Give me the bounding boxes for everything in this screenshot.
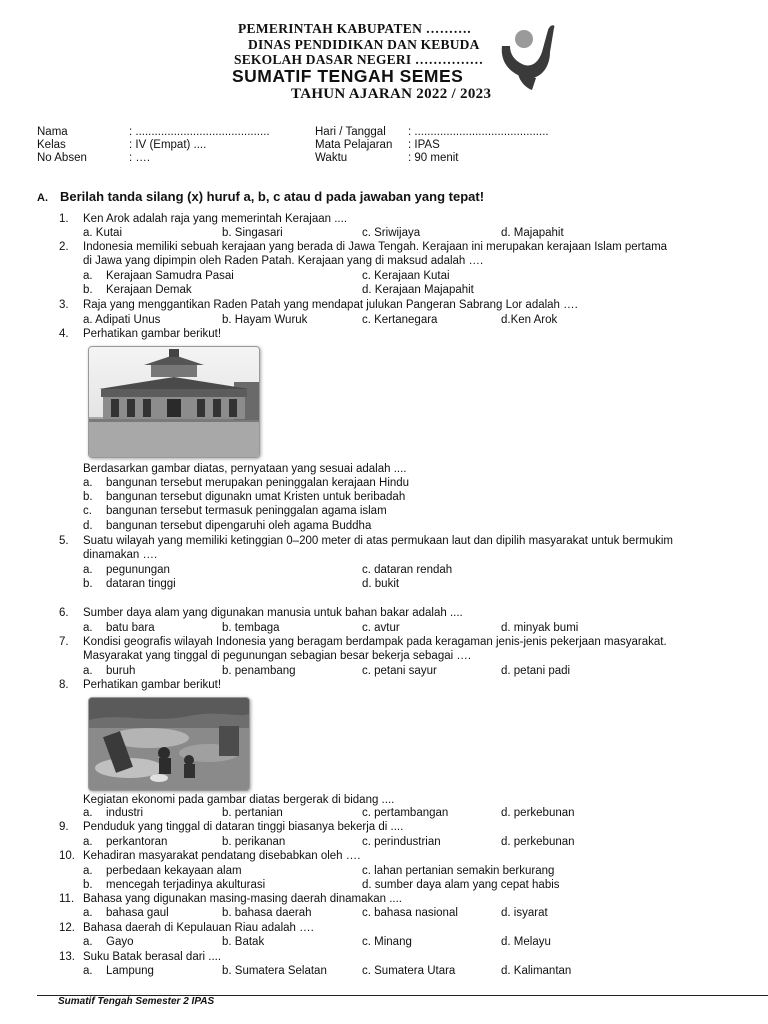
option-b[interactable]: b. Sumatera Selatan	[222, 965, 327, 977]
section-instruction: Berilah tanda silang (x) huruf a, b, c atau d pada jawaban yang tepat!	[60, 189, 485, 204]
question-text: Bahasa daerah di Kepulauan Riau adalah ….	[83, 922, 314, 934]
option-d[interactable]: d. bukit	[362, 578, 400, 590]
option-letter: b.	[83, 284, 93, 296]
section-letter: A.	[37, 192, 48, 204]
question-text: Berdasarkan gambar diatas, pernyataan yang sesuai adalah ....	[83, 463, 407, 475]
option-c[interactable]: bangunan tersebut termasuk peninggalan agama islam	[106, 505, 387, 517]
question-text: dinamakan ….	[83, 549, 158, 561]
hari-label: Hari / Tanggal	[315, 126, 386, 138]
option-b[interactable]: b. bahasa daerah	[222, 907, 312, 919]
option-a[interactable]: buruh	[106, 665, 136, 677]
option-d[interactable]: d. Kalimantan	[501, 965, 572, 977]
kelas-label: Kelas	[37, 139, 66, 151]
option-c[interactable]: c. Kerajaan Kutai	[362, 270, 450, 282]
option-a[interactable]: perbedaan kekayaan alam	[106, 865, 242, 877]
question-text: Bahasa yang digunakan masing-masing daerah dinamakan ....	[83, 893, 403, 905]
option-letter: a.	[83, 622, 93, 634]
option-a[interactable]: industri	[106, 807, 144, 819]
option-a[interactable]: Gayo	[106, 936, 134, 948]
question-text: di Jawa yang dipimpin oleh Raden Patah. Kerajaan yang di maksud adalah ….	[83, 255, 484, 267]
option-letter: d.	[83, 520, 93, 532]
option-c[interactable]: c. dataran rendah	[362, 564, 453, 576]
header-year: TAHUN AJARAN 2022 / 2023	[291, 86, 492, 102]
question-text: Kondisi geografis wilayah Indonesia yang beragam berdampak pada keragaman jenis-jenis pekerjaan masyarakat.	[83, 636, 667, 648]
option-d[interactable]: d. perkebunan	[501, 836, 575, 848]
option-letter: b.	[83, 578, 93, 590]
option-b[interactable]: mencegah terjadinya akulturasi	[106, 879, 266, 891]
absen-field[interactable]: : ….	[129, 152, 151, 164]
question-text: Perhatikan gambar berikut!	[83, 328, 222, 340]
nama-label: Nama	[37, 126, 68, 138]
option-d[interactable]: bangunan tersebut dipengaruhi oleh agama Buddha	[106, 520, 372, 532]
question-number: 9.	[59, 821, 69, 833]
question-text: Raja yang menggantikan Raden Patah yang mendapat julukan Pangeran Sabrang Lor adalah ….	[83, 299, 578, 311]
question-number: 1.	[59, 213, 69, 225]
option-c[interactable]: c. Kertanegara	[362, 314, 438, 326]
option-b[interactable]: b. perikanan	[222, 836, 286, 848]
section-header	[37, 189, 484, 204]
question-number: 3.	[59, 299, 69, 311]
question-text: Ken Arok adalah raja yang memerintah Kerajaan ....	[83, 213, 348, 225]
option-d[interactable]: d. sumber daya alam yang cepat habis	[362, 879, 560, 891]
option-d[interactable]: d.Ken Arok	[501, 314, 558, 326]
option-letter: a.	[83, 936, 93, 948]
option-letter: a.	[83, 965, 93, 977]
question-text: Perhatikan gambar berikut!	[83, 679, 222, 691]
mapel-value: : IPAS	[408, 139, 440, 151]
option-letter: a.	[83, 665, 93, 677]
header-school: SEKOLAH DASAR NEGERI ……………	[234, 52, 484, 67]
option-b[interactable]: b. penambang	[222, 665, 296, 677]
mosque-photo	[88, 346, 260, 458]
option-letter: a.	[83, 564, 93, 576]
option-a[interactable]: Lampung	[106, 965, 154, 977]
school-logo-icon	[496, 22, 558, 92]
option-c[interactable]: c. pertambangan	[362, 807, 449, 819]
option-letter: a.	[83, 907, 93, 919]
option-c[interactable]: c. bahasa nasional	[362, 907, 458, 919]
option-c[interactable]: c. lahan pertanian semakin berkurang	[362, 865, 555, 877]
mining-photo	[88, 697, 250, 791]
option-d[interactable]: d. perkebunan	[501, 807, 575, 819]
question-number: 6.	[59, 607, 69, 619]
question-text: Masyarakat yang tinggal di pegunungan sebagian besar bekerja sebagai ….	[83, 650, 472, 662]
option-letter: a.	[83, 270, 93, 282]
option-b[interactable]: Kerajaan Demak	[106, 284, 192, 296]
option-letter: a.	[83, 865, 93, 877]
option-letter: a.	[83, 807, 93, 819]
option-a[interactable]: bahasa gaul	[106, 907, 169, 919]
waktu-label: Waktu	[315, 152, 348, 164]
option-d[interactable]: d. petani padi	[501, 665, 571, 677]
option-c[interactable]: c. Sumatera Utara	[362, 965, 456, 977]
option-letter: b.	[83, 491, 93, 503]
header-title: SUMATIF TENGAH SEMES	[232, 66, 464, 86]
waktu-value: : 90 menit	[408, 152, 459, 164]
question-number: 11.	[59, 893, 75, 905]
option-letter: c.	[83, 505, 92, 517]
question-number: 2.	[59, 241, 69, 253]
question-text: Kegiatan ekonomi pada gambar diatas bergerak di bidang ....	[83, 794, 395, 806]
option-d[interactable]: d. minyak bumi	[501, 622, 579, 634]
header-government: PEMERINTAH KABUPATEN ……….	[238, 21, 471, 36]
option-b[interactable]: bangunan tersebut digunakn umat Kristen untuk beribadah	[106, 491, 406, 503]
header-department: DINAS PENDIDIKAN DAN KEBUDA	[248, 37, 480, 52]
mapel-label: Mata Pelajaran	[315, 139, 393, 151]
option-c[interactable]: c. perindustrian	[362, 836, 441, 848]
option-a[interactable]: pegunungan	[106, 564, 170, 576]
question-number: 13.	[59, 951, 75, 963]
option-b[interactable]: b. tembaga	[222, 622, 280, 634]
option-a[interactable]: perkantoran	[106, 836, 168, 848]
option-b[interactable]: b. pertanian	[222, 807, 283, 819]
question-number: 8.	[59, 679, 69, 691]
question-number: 4.	[59, 328, 69, 340]
option-d[interactable]: d. Kerajaan Majapahit	[362, 284, 474, 296]
option-c[interactable]: c. avtur	[362, 622, 400, 634]
question-text: Sumber daya alam yang digunakan manusia untuk bahan bakar adalah ....	[83, 607, 463, 619]
question-text: Penduduk yang tinggal di dataran tinggi biasanya bekerja di ....	[83, 821, 404, 833]
question-number: 10.	[59, 850, 75, 862]
option-d[interactable]: d. isyarat	[501, 907, 548, 919]
option-b[interactable]: b. Batak	[222, 936, 265, 948]
option-d[interactable]: d. Melayu	[501, 936, 551, 948]
option-a[interactable]: Kerajaan Samudra Pasai	[106, 270, 234, 282]
option-letter: a.	[83, 477, 93, 489]
kelas-field[interactable]: : IV (Empat) ....	[129, 139, 207, 151]
question-text: Indonesia memiliki sebuah kerajaan yang berada di Jawa Tengah. Kerajaan ini merupakan kerajaan Islam pertama	[83, 241, 668, 253]
option-letter: a.	[83, 836, 93, 848]
option-a[interactable]: batu bara	[106, 622, 155, 634]
absen-label: No Absen	[37, 152, 87, 164]
question-number: 12.	[59, 922, 75, 934]
option-a[interactable]: bangunan tersebut merupakan peninggalan kerajaan Hindu	[106, 477, 410, 489]
hari-field[interactable]: : ..........................................	[408, 126, 549, 138]
option-c[interactable]: c. Sriwijaya	[362, 227, 421, 239]
option-d[interactable]: d. Majapahit	[501, 227, 564, 239]
option-a[interactable]: a. Adipati Unus	[83, 314, 161, 326]
option-b[interactable]: b. Hayam Wuruk	[222, 314, 308, 326]
option-c[interactable]: c. petani sayur	[362, 665, 437, 677]
footer-text: Sumatif Tengah Semester 2 IPAS	[58, 996, 215, 1007]
question-text: Suatu wilayah yang memiliki ketinggian 0–200 meter di atas permukaan laut dan dipilih masyarakat untuk bermukim	[83, 535, 674, 547]
question-number: 7.	[59, 636, 69, 648]
option-b[interactable]: b. Singasari	[222, 227, 283, 239]
option-b[interactable]: dataran tinggi	[106, 578, 176, 590]
option-c[interactable]: c. Minang	[362, 936, 412, 948]
question-number: 5.	[59, 535, 69, 547]
question-text: Suku Batak berasal dari ....	[83, 951, 222, 963]
question-text: Kehadiran masyarakat pendatang disebabkan oleh ….	[83, 850, 361, 862]
option-letter: b.	[83, 879, 93, 891]
nama-field[interactable]: : ..........................................	[129, 126, 270, 138]
option-a[interactable]: a. Kutai	[83, 227, 122, 239]
